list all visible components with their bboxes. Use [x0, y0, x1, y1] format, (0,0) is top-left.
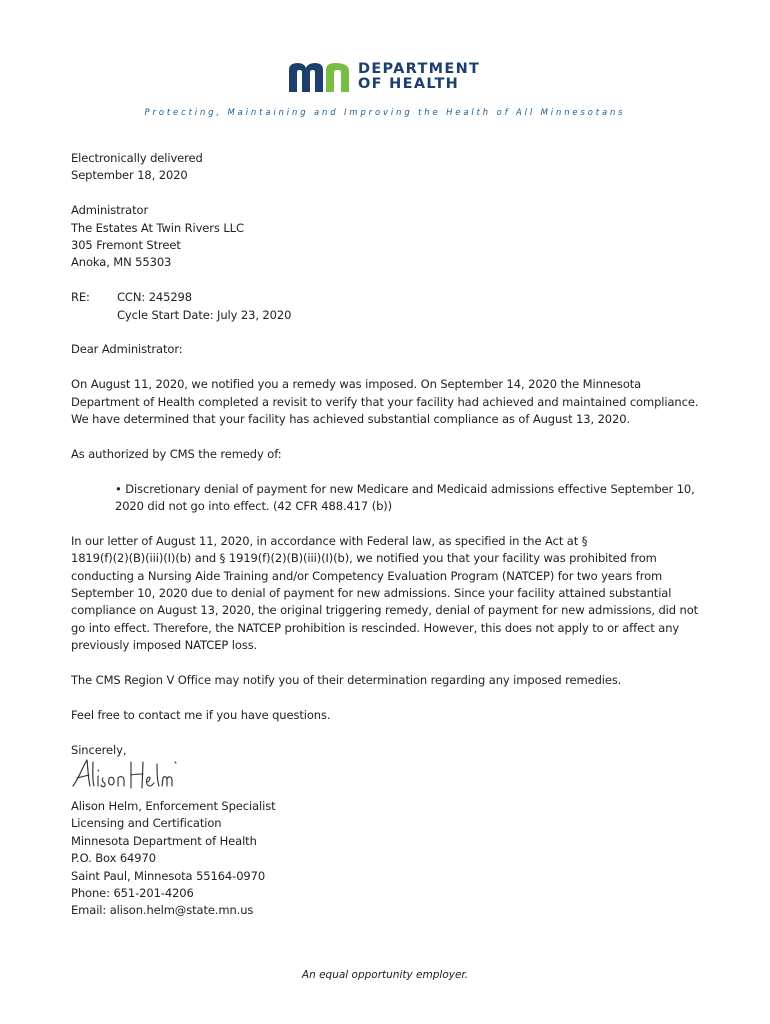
sender-name-title: Alison Helm, Enforcement Specialist: [71, 799, 276, 813]
paragraph-3-line: conducting a Nursing Aide Training and/or Competency Evaluation Program (NATCEP) for two years from: [71, 568, 663, 583]
sender-block: [71, 798, 711, 920]
delivery-block: [71, 150, 711, 185]
sender-org: Minnesota Department of Health: [71, 833, 257, 848]
salutation: Dear Administrator:: [71, 342, 183, 357]
footer-note: An equal opportunity employer.: [301, 969, 469, 981]
paragraph-3-line: 1819(f)(2)(B)(iii)(I)(b) and § 1919(f)(2)(B)(iii)(I)(b), we notified you that your facility was prohibited from: [71, 551, 657, 566]
recipient-street: 305 Fremont Street: [71, 238, 181, 253]
paragraph-2: As authorized by CMS the remedy of:: [71, 446, 282, 461]
handwritten-signature: [71, 758, 181, 792]
sender-unit: Licensing and Certification: [71, 816, 222, 831]
sender-email[interactable]: Email: alison.helm@state.mn.us: [71, 903, 254, 918]
paragraph-3-line: In our letter of August 11, 2020, in accordance with Federal law, as specified in the Act at §: [71, 533, 588, 548]
letter-body: [71, 150, 711, 759]
paragraph-5: Feel free to contact me if you have questions.: [71, 707, 331, 722]
tagline: Protecting, Maintaining and Improving the Health of All Minnesotans: [144, 107, 626, 117]
mn-logo-icon: [287, 62, 351, 92]
recipient-address: [71, 202, 711, 272]
paragraph-1-line: We have determined that your facility has achieved substantial compliance as of August 13, 2020.: [71, 412, 631, 427]
paragraph-3: [71, 533, 711, 655]
recipient-facility: The Estates At Twin Rivers LLC: [71, 220, 244, 235]
re-block: [71, 289, 711, 324]
paragraph-3-line: go into effect. Therefore, the NATCEP prohibition is rescinded. However, this does not apply to or affect any: [71, 620, 680, 635]
sender-city: Saint Paul, Minnesota 55164-0970: [71, 868, 266, 883]
logo-wordmark: [358, 62, 480, 92]
recipient-city: Anoka, MN 55303: [71, 255, 172, 270]
closing: Sincerely,: [71, 742, 127, 757]
paragraph-3-line: previously imposed NATCEP loss.: [71, 638, 258, 653]
logo-line-1: DEPARTMENT: [358, 61, 481, 77]
logo-line-2: OF HEALTH: [358, 76, 460, 92]
re-details: [117, 289, 291, 324]
re-cycle-date: Cycle Start Date: July 23, 2020: [117, 307, 292, 322]
remedy-bullet: [71, 481, 711, 516]
letter-date: September 18, 2020: [71, 168, 188, 183]
paragraph-1-line: On August 11, 2020, we notified you a remedy was imposed. On September 14, 2020 the Minnesota: [71, 377, 642, 392]
paragraph-1: [71, 376, 711, 428]
paragraph-3-line: compliance on August 13, 2020, the original triggering remedy, denial of payment for new admissions, did not: [71, 603, 699, 618]
bullet-line: • Discretionary denial of payment for new Medicare and Medicaid admissions effective September 10,: [115, 481, 695, 496]
re-ccn: CCN: 245298: [117, 290, 192, 305]
sender-po-box: P.O. Box 64970: [71, 851, 156, 866]
paragraph-3-line: September 10, 2020 due to denial of payment for new admissions. Since your facility attained substantial: [71, 586, 672, 601]
sender-phone: Phone: 651-201-4206: [71, 886, 194, 901]
paragraph-4: The CMS Region V Office may notify you of their determination regarding any imposed remedies.: [71, 673, 622, 688]
mdh-logo: [287, 62, 480, 92]
delivery-method: Electronically delivered: [71, 151, 203, 165]
paragraph-1-line: Department of Health completed a revisit to verify that your facility had achieved and maintained compliance.: [71, 394, 699, 409]
re-label: RE:: [71, 290, 90, 305]
recipient-title: Administrator: [71, 203, 149, 218]
bullet-line: 2020 did not go into effect. (42 CFR 488.417 (b)): [115, 499, 393, 514]
